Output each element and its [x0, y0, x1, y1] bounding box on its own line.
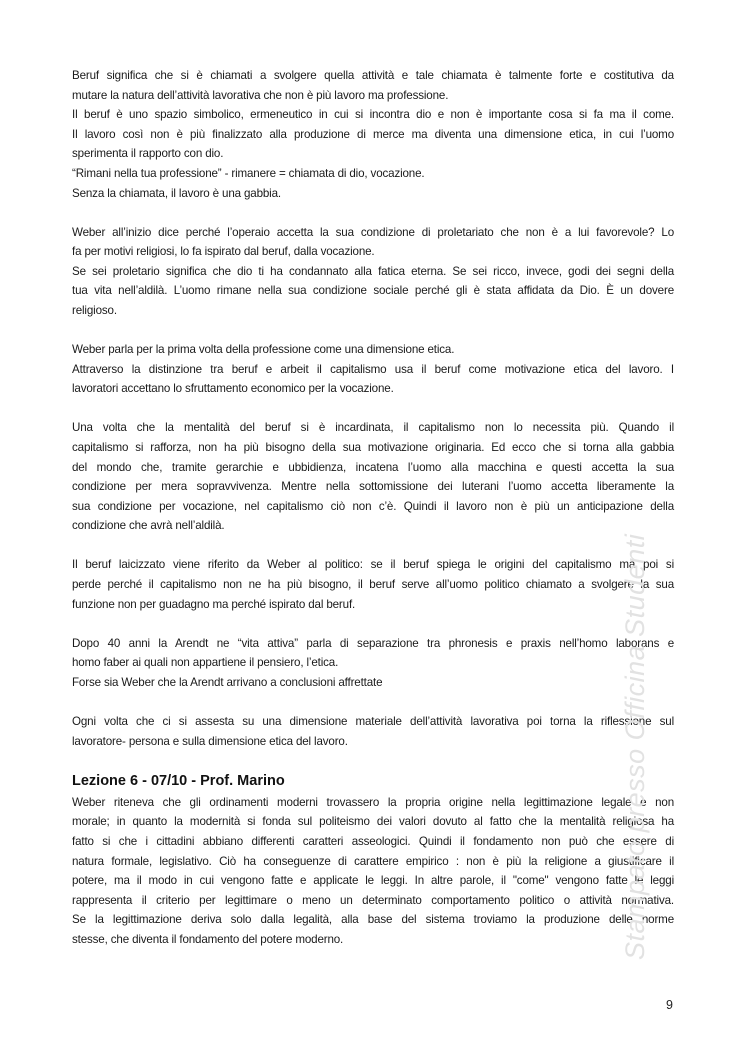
text-line: condizione per mera sopravvivenza. Mentre nella sottomissione dei luterani l’uomo accetta liberamente la — [72, 480, 674, 494]
paragraph-dimensione-etica — [72, 340, 674, 399]
text-line: Forse sia Weber che la Arendt arrivano a conclusioni affrettate — [72, 675, 383, 689]
text-line: perde perché il capitalismo non ne ha più bisogno, il beruf serve all’uomo politico chiamato a svolgere la sua — [72, 578, 674, 592]
text-line: Il lavoro così non è più finalizzato alla produzione di merce ma diventa una dimensione etica, in cui l’uomo — [72, 127, 674, 141]
text-line: lavoratore- persona e sulla dimensione etica del lavoro. — [72, 734, 348, 748]
paragraph-beruf-laicizzato — [72, 555, 674, 614]
paragraph-beruf-definition — [72, 66, 674, 203]
text-line: Il beruf laicizzato viene riferito da Weber al politico: se il beruf spiega le origini del capitalismo ma poi si — [72, 558, 674, 572]
text-line: morale; in quanto la modernità si fonda sul politeismo dei valori dovuto al fatto che la mentalità religiosa ha — [72, 815, 674, 829]
text-line: Attraverso la distinzione tra beruf e arbeit il capitalismo usa il beruf come motivazione etica del lavoro. I — [72, 362, 674, 376]
text-line: potere, ma il modo in cui vengono fatte e applicate le leggi. In altre parole, il "come" vengono fatte le leggi — [72, 874, 674, 888]
text-line: fatto si che i cittadini abbiano differenti caratteri asseologici. Quindi il fondamento non può che essere di — [72, 834, 674, 848]
text-line: Senza la chiamata, il lavoro è una gabbia. — [72, 186, 281, 200]
text-line: “Rimani nella tua professione” - rimanere = chiamata di dio, vocazione. — [72, 166, 425, 180]
text-line: capitalismo si rafforza, non ha più bisogno della sua motivazione originaria. Ed ecco che si torna alla gabbia — [72, 441, 674, 454]
text-line: funzione non per guadagno ma perché ispirato dal beruf. — [72, 597, 356, 611]
paragraph-operaio — [72, 223, 674, 321]
text-line: sua condizione per vocazione, nel capitalismo ciò non c’è. Quindi il lavoro non è più un anticipazione della — [72, 499, 674, 513]
text-line: Una volta che la mentalità del beruf si è incardinata, il capitalismo non lo necessita più. Quando il — [72, 421, 674, 435]
paragraph-mentalita — [72, 418, 674, 536]
text-line: stesse, che diventa il fondamento del potere moderno. — [72, 932, 344, 946]
page-number: 9 — [666, 998, 673, 1012]
paragraph-arendt — [72, 634, 674, 693]
text-line: Dopo 40 anni la Arendt ne “vita attiva” parla di separazione tra phronesis e praxis nell’homo laborans e — [72, 636, 674, 650]
text-line: Weber riteneva che gli ordinamenti moderni trovassero la propria origine nella legittimazione legale e non — [72, 795, 674, 809]
paragraph-ogni-volta — [72, 712, 674, 751]
text-line: Beruf significa che si è chiamati a svolgere quella attività e tale chiamata è talmente forte e costitutiva da — [72, 69, 674, 82]
text-line: tua vita nell’aldilà. L’uomo rimane nella sua condizione sociale perché gli è stata affidata da Dio. È un dovere — [72, 284, 674, 298]
text-line: sperimenta il rapporto con dio. — [72, 147, 224, 161]
paragraph-legittimazione — [72, 793, 674, 950]
text-line: Weber parla per la prima volta della professione come una dimensione etica. — [72, 343, 455, 357]
section-heading: Lezione 6 - 07/10 - Prof. Marino — [72, 772, 285, 789]
text-line: fa per motivi religiosi, lo fa ispirato dal beruf, dalla vocazione. — [72, 245, 375, 259]
document-page — [72, 66, 674, 969]
text-line: Ogni volta che ci si assesta su una dimensione materiale dell’attività lavorativa poi torna la riflessione sul — [72, 715, 674, 729]
text-line: mutare la natura dell’attività lavorativa che non è più lavoro ma professione. — [72, 88, 449, 102]
text-line: Il beruf è uno spazio simbolico, ermeneutico in cui si incontra dio e non è importante cosa si fa ma il come. — [72, 108, 674, 122]
text-line: lavoratori accettano lo sfruttamento economico per la vocazione. — [72, 382, 394, 396]
text-line: homo faber ai quali non appartiene il pensiero, l’etica. — [72, 656, 339, 670]
text-line: religioso. — [72, 304, 117, 318]
text-line: del mondo che, tramite gerarchie e ubbidienza, incatena l’uomo alla macchina e questi accetta la sua — [72, 460, 674, 474]
text-line: natura formale, legislativo. Ciò ha conseguenze di carattere empirico : non è più la religione a giustificare il — [72, 854, 674, 868]
text-line: Se sei proletario significa che dio ti ha condannato alla fatica eterna. Se sei ricco, invece, godi dei segni della — [72, 264, 674, 278]
text-line: condizione che avrà nell’aldilà. — [72, 519, 225, 533]
text-line: rappresenta il criterio per legittimare o meno un determinato comportamento politico o attività normativa. — [72, 893, 674, 907]
text-line: Se la legittimazione deriva solo dalla legalità, alla base del sistema troviamo la produzione delle norme — [72, 913, 674, 927]
watermark: Stampato presso Officina Studenti — [620, 533, 650, 960]
text-line: Weber all’inizio dice perché l’operaio accetta la sua condizione di proletariato che non è a lui favorevole? Lo — [72, 225, 674, 239]
